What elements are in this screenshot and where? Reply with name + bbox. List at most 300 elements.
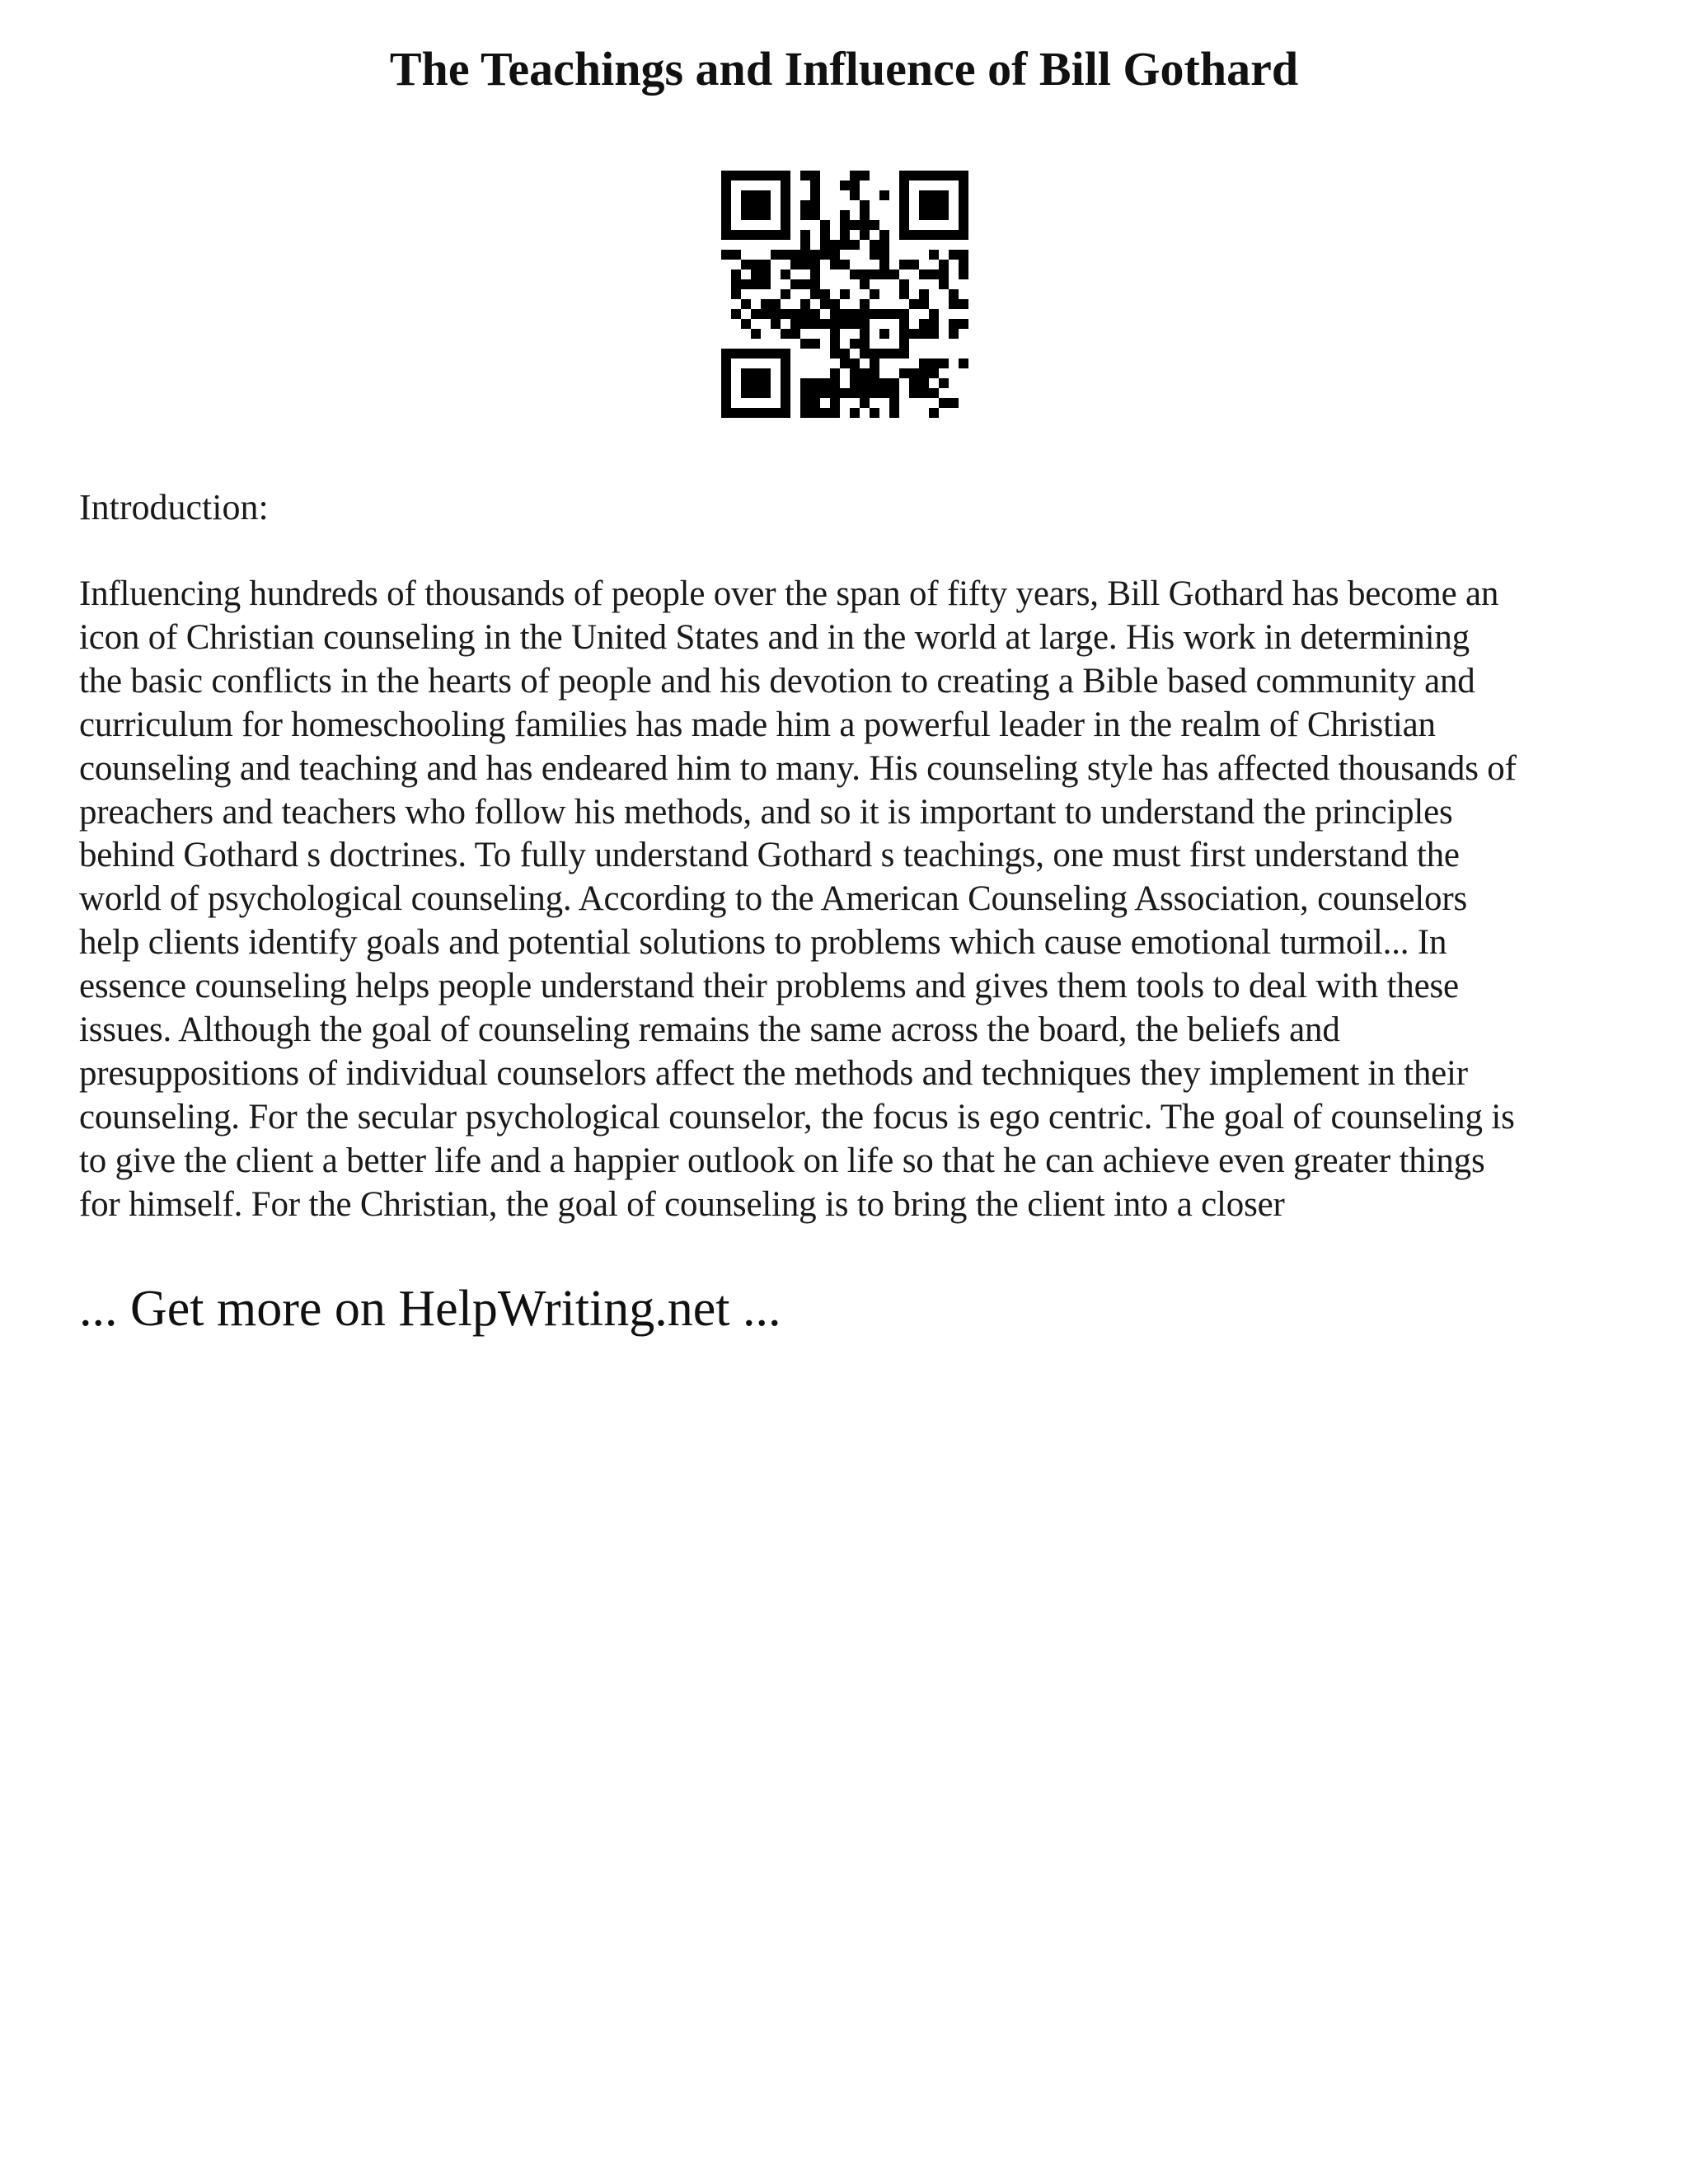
qr-module [741,378,751,388]
get-more-link[interactable]: ... Get more on HelpWriting.net ... [79,1281,781,1337]
qr-module [850,368,860,378]
qr-module [820,220,830,230]
qr-module [860,378,870,388]
qr-module [919,388,929,398]
qr-module [820,299,830,309]
qr-module [899,368,909,378]
qr-module [721,200,731,210]
qr-module [959,171,968,180]
qr-module [751,269,761,279]
qr-module [800,210,810,220]
qr-module [939,279,949,289]
qr-module [830,329,840,339]
qr-module [731,279,741,289]
body-line: world of psychological counseling. According to the American Counseling Association, counselors [79,879,1467,919]
qr-module [889,408,899,418]
qr-module [721,230,731,240]
qr-module [751,329,761,339]
qr-module [810,279,820,289]
qr-module [751,349,761,359]
qr-module [870,378,879,388]
qr-module [959,180,968,190]
qr-module [850,309,860,319]
qr-module [761,260,771,269]
qr-module [840,388,850,398]
qr-module [870,309,879,319]
qr-module [830,368,840,378]
qr-module [919,378,929,388]
qr-module [879,230,889,240]
qr-module [870,240,879,250]
qr-module [810,388,820,398]
qr-module [781,388,790,398]
body-line: presuppositions of individual counselors affect the methods and techniques they implement in their [79,1053,1468,1093]
qr-module [741,171,751,180]
qr-module [939,230,949,240]
qr-module [741,190,751,200]
qr-module [781,220,790,230]
qr-module [830,408,840,418]
qr-module [939,190,949,200]
qr-module [860,269,870,279]
qr-module [850,171,860,180]
qr-module [721,388,731,398]
qr-module [929,368,939,378]
qr-module [850,378,860,388]
qr-module [929,230,939,240]
body-line: curriculum for homeschooling families has made him a powerful leader in the realm of Christian [79,705,1436,744]
qr-module [899,180,909,190]
qr-module [761,269,771,279]
qr-module [860,230,870,240]
qr-module [959,269,968,279]
qr-module [889,388,899,398]
qr-module [840,319,850,329]
qr-module [820,250,830,260]
qr-module [820,408,830,418]
qr-module [949,230,959,240]
qr-module [741,260,751,269]
qr-module [870,388,879,398]
qr-module [761,200,771,210]
qr-module [810,339,820,349]
qr-module [870,220,879,230]
qr-module [909,171,919,180]
qr-module [919,368,929,378]
qr-module [830,388,840,398]
qr-module [899,319,909,329]
qr-module [731,250,741,260]
qr-module [751,368,761,378]
qr-module [721,171,731,180]
qr-module [949,171,959,180]
qr-module [810,180,820,190]
qr-module [731,309,741,319]
qr-module [959,250,968,260]
qr-module [781,329,790,339]
qr-module [860,329,870,339]
qr-module [929,309,939,319]
qr-module [949,289,959,299]
qr-module [751,388,761,398]
qr-module [919,171,929,180]
qr-module [790,260,800,269]
qr-module [771,230,781,240]
qr-module [751,210,761,220]
qr-module [721,359,731,368]
qr-module [899,329,909,339]
qr-module [820,240,830,250]
qr-module [790,279,800,289]
qr-module [790,319,800,329]
qr-module [939,210,949,220]
qr-module [879,388,889,398]
qr-module [899,230,909,240]
qr-module [781,171,790,180]
qr-module [781,349,790,359]
qr-module [919,319,929,329]
qr-module [830,319,840,329]
qr-module [781,180,790,190]
qr-module [800,398,810,408]
body-line: preachers and teachers who follow his methods, and so it is important to understand the principles [79,792,1453,832]
qr-module [761,230,771,240]
qr-module [761,309,771,319]
qr-module [800,250,810,260]
qr-module [810,260,820,269]
qr-module [830,299,840,309]
body-line: help clients identify goals and potential solutions to problems which cause emotional turmoil... In [79,923,1447,963]
qr-module [929,359,939,368]
body-line: to give the client a better life and a happier outlook on life so that he can achieve even greater things [79,1141,1485,1180]
qr-module [810,269,820,279]
qr-module [810,200,820,210]
qr-module [860,368,870,378]
qr-module [721,250,731,260]
qr-module [929,250,939,260]
qr-module [790,309,800,319]
qr-module [919,299,929,309]
qr-module [810,289,820,299]
qr-module [830,250,840,260]
qr-module [919,210,929,220]
qr-module [850,339,860,349]
qr-module [810,309,820,319]
qr-module [879,260,889,269]
qr-module [771,250,781,260]
qr-module [889,398,899,408]
qr-module [721,408,731,418]
qr-module [751,279,761,289]
qr-module [761,378,771,388]
qr-module [860,398,870,408]
qr-module [860,388,870,398]
qr-module [879,269,889,279]
qr-module [800,309,810,319]
qr-module [919,230,929,240]
qr-module [850,180,860,190]
qr-module [781,368,790,378]
qr-module [741,388,751,398]
qr-module [860,200,870,210]
qr-module [820,319,830,329]
qr-module [761,171,771,180]
qr-module [939,260,949,269]
qr-module [781,200,790,210]
qr-module [949,250,959,260]
qr-module [850,408,860,418]
qr-module [810,190,820,200]
qr-module [781,190,790,200]
qr-module [959,319,968,329]
qr-module [820,230,830,240]
qr-module [840,359,850,368]
body-line: counseling and teaching and has endeared him to many. His counseling style has affected thousands of [79,748,1517,788]
qr-module [939,359,949,368]
qr-module [771,171,781,180]
qr-module [959,230,968,240]
qr-module [800,299,810,309]
qr-module [879,309,889,319]
qr-module [800,200,810,210]
qr-module [830,398,840,408]
body-line: the basic conflicts in the hearts of people and his devotion to creating a Bible based community and [79,661,1475,701]
qr-module [751,200,761,210]
qr-module [830,309,840,319]
qr-module [721,220,731,230]
qr-module [919,329,929,339]
qr-module [840,220,850,230]
qr-module [929,190,939,200]
qr-module [771,299,781,309]
qr-module [731,349,741,359]
qr-module [929,210,939,220]
qr-module [721,368,731,378]
qr-module [781,359,790,368]
qr-module [761,210,771,220]
body-line: essence counseling helps people understand their problems and gives them tools to deal with these [79,967,1459,1006]
qr-module [879,378,889,388]
qr-module [830,339,840,349]
qr-module [771,408,781,418]
qr-module [741,319,751,329]
qr-module [781,408,790,418]
qr-module [909,368,919,378]
qr-module [860,339,870,349]
qr-module [870,289,879,299]
qr-module [899,309,909,319]
qr-module [899,190,909,200]
body-line: issues. Although the goal of counseling remains the same across the board, the beliefs and [79,1010,1340,1050]
qr-module [909,388,919,398]
qr-module [939,200,949,210]
body-line: icon of Christian counseling in the United States and in the world at large. His work in determining [79,617,1470,657]
qr-module [800,260,810,269]
qr-module [919,359,929,368]
qr-module [810,378,820,388]
qr-module [959,260,968,269]
qr-module [781,289,790,299]
qr-module [781,210,790,220]
qr-module [899,200,909,210]
qr-module [721,378,731,388]
qr-module [741,299,751,309]
qr-module [810,398,820,408]
qr-module [800,319,810,329]
qr-module [919,190,929,200]
qr-module [840,309,850,319]
qr-module [810,210,820,220]
qr-module [909,299,919,309]
qr-module [860,309,870,319]
qr-module [939,269,949,279]
body-line: counseling. For the secular psychological counselor, the focus is ego centric. The goal of counseling is [79,1097,1515,1137]
qr-module [781,398,790,408]
qr-module [899,260,909,269]
qr-module [741,368,751,378]
qr-module [939,378,949,388]
qr-module [879,349,889,359]
qr-module [781,269,790,279]
qr-module [761,279,771,289]
qr-module [820,289,830,299]
qr-module [899,279,909,289]
qr-module [959,359,968,368]
qr-module [870,359,879,368]
qr-module [959,299,968,309]
qr-module [939,171,949,180]
qr-module [929,388,939,398]
qr-module [929,200,939,210]
qr-module [919,200,929,210]
qr-module [909,230,919,240]
qr-module [781,378,790,388]
qr-module [771,349,781,359]
qr-module [840,289,850,299]
qr-module [741,210,751,220]
qr-module [850,240,860,250]
qr-module [751,171,761,180]
qr-module [840,180,850,190]
qr-module [850,220,860,230]
qr-module [860,349,870,359]
qr-module [751,260,761,269]
qr-module [840,230,850,240]
qr-module [870,408,879,418]
body-paragraph [79,573,1629,1227]
qr-module [840,210,850,220]
qr-module [879,250,889,260]
qr-module [830,240,840,250]
qr-module [860,210,870,220]
qr-module [810,171,820,180]
qr-module [919,289,929,299]
qr-module [810,250,820,260]
qr-module [889,349,899,359]
qr-module [959,220,968,230]
qr-module [899,349,909,359]
qr-code-icon[interactable] [721,171,968,418]
qr-module [959,200,968,210]
qr-module [721,210,731,220]
qr-module [860,299,870,309]
qr-module [721,190,731,200]
qr-module [731,171,741,180]
intro-heading: Introduction: [79,487,269,527]
qr-module [949,299,959,309]
qr-module [761,408,771,418]
page-title: The Teachings and Influence of Bill Gothard [389,42,1299,96]
qr-module [741,230,751,240]
qr-module [751,190,761,200]
qr-module [959,210,968,220]
qr-module [761,299,771,309]
qr-module [870,368,879,378]
qr-module [870,269,879,279]
qr-module [850,319,860,329]
qr-module [860,279,870,289]
qr-module [721,349,731,359]
qr-module [909,260,919,269]
qr-module [751,408,761,418]
qr-module [790,250,800,260]
qr-module [840,260,850,269]
qr-module [840,240,850,250]
qr-module [899,171,909,180]
qr-module [741,200,751,210]
qr-module [870,250,879,260]
qr-module [949,398,959,408]
qr-module [879,329,889,339]
qr-module [741,279,751,289]
qr-module [781,230,790,240]
qr-module [879,240,889,250]
qr-module [810,408,820,418]
qr-module [761,190,771,200]
qr-module [909,378,919,388]
qr-module [860,171,870,180]
qr-module [800,230,810,240]
qr-module [899,289,909,299]
qr-module [929,269,939,279]
qr-module [731,269,741,279]
qr-module [949,329,959,339]
qr-module [870,349,879,359]
qr-module [800,378,810,388]
qr-module [959,190,968,200]
qr-module [721,398,731,408]
qr-module [731,230,741,240]
qr-module [899,339,909,349]
qr-module [751,309,761,319]
qr-module [790,329,800,339]
qr-module [820,378,830,388]
qr-module [889,309,899,319]
qr-module [751,378,761,388]
body-line: behind Gothard s doctrines. To fully understand Gothard s teachings, one must first understand the [79,836,1460,875]
qr-module [761,368,771,378]
qr-module [741,408,751,418]
qr-module [771,319,781,329]
body-line: Influencing hundreds of thousands of people over the span of fifty years, Bill Gothard has become an [79,574,1499,613]
qr-module [781,309,790,319]
qr-module [899,220,909,230]
qr-module [800,279,810,289]
qr-module [800,408,810,418]
qr-module [889,269,899,279]
qr-module [830,378,840,388]
qr-module [850,359,860,368]
